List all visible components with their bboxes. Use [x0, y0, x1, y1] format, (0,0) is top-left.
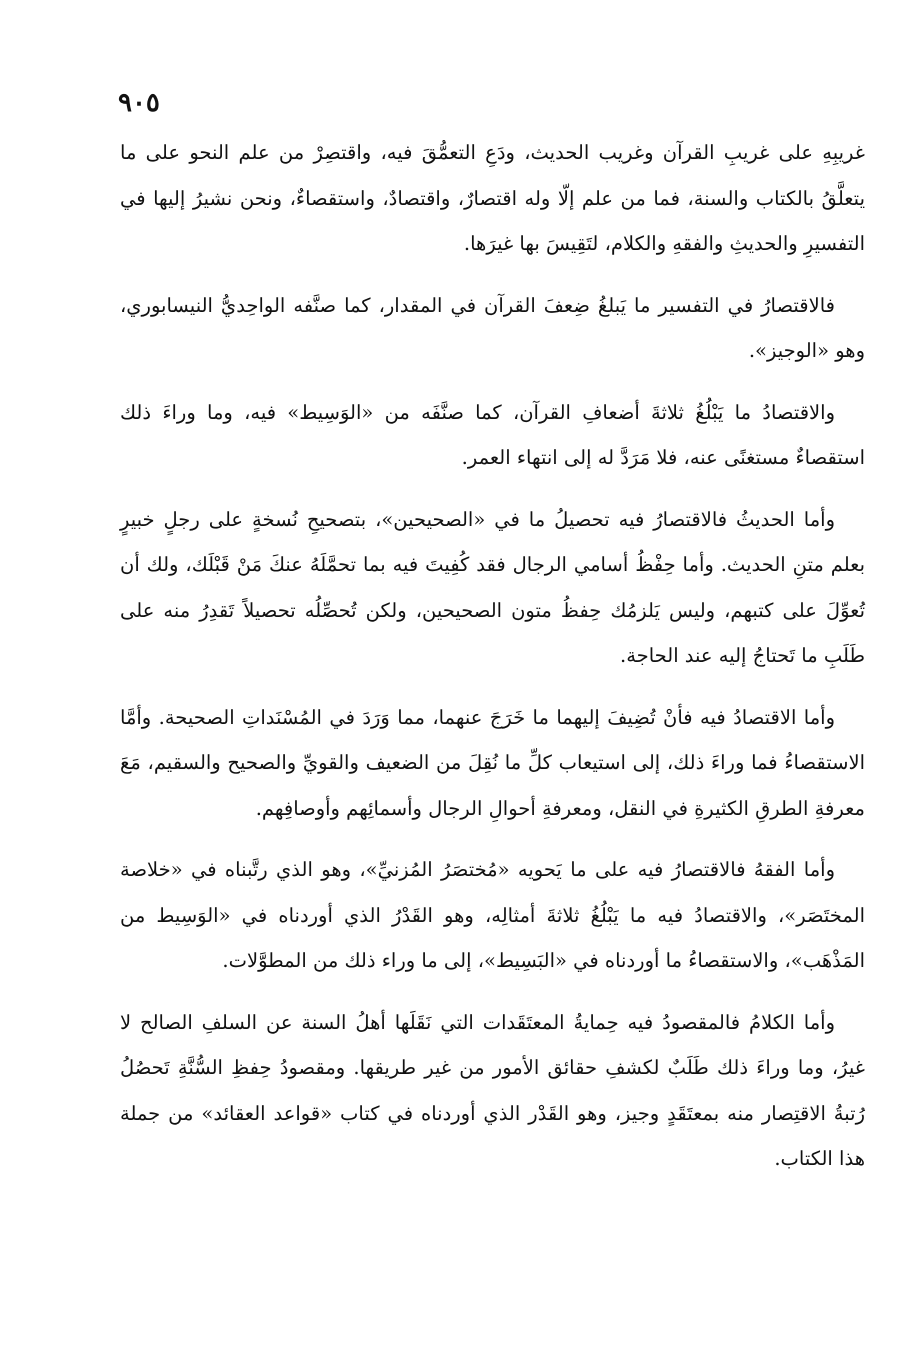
paragraph-5: وأما الاقتصادُ فيه فأنْ تُضِيفَ إليهما ما خَرَجَ عنهما، مما وَرَدَ في المُسْنَداتِ الصحيحة. وأمَّا الاستقصاءُ فما وراءَ ذلك، إلى استيعاب كلِّ ما نُقِلَ من الضعيف والقويِّ والصحيح والسقيم، مَعَ معرفةِ الطرقِ الكثيرةِ في النقل، ومعرفةِ أحوالِ الرجال وأسمائِهم وأوصافِهم. [120, 705, 865, 820]
paragraph-3: والاقتصادُ ما يَبْلُغُ ثلاثةَ أضعافِ القرآن، كما صنَّفَه من «الوَسِيط» فيه، وما وراءَ ذلك استقصاءٌ مستغنًى عنه، فلا مَرَدَّ له إلى انتهاء العمر. [120, 400, 865, 469]
paragraph-7: وأما الكلامُ فالمقصودُ فيه حِمايةُ المعتَقَدات التي نَقَلَها أهلُ السنة عن السلفِ الصالح لا غيرُ، وما وراءَ ذلك طَلَبٌ لكشفِ حقائق الأمور من غير طريقها. ومقصودُ حِفظِ السُّنَّةِ تَحصُلُ رُتبةُ الاقتِصار منه بمعتَقَدٍ وجيز، وهو القَدْر الذي أوردناه في كتاب «قواعد العقائد» من جملة هذا الكتاب. [120, 1010, 865, 1170]
page-number: ٩٠٥ [118, 88, 160, 118]
paragraph-4: وأما الحديثُ فالاقتصارُ فيه تحصيلُ ما في «الصحيحين»، بتصحيحِ نُسخةٍ على رجلٍ خبيرٍ بعلم متنِ الحديث. وأما حِفْظُ أسامي الرجال فقد كُفِيتَ فيه بما تحمَّلَهُ عنكَ مَنْ قَبْلَك، ولك أن تُعوِّلَ على كتبهم، وليس يَلزمُك حِفظُ متون الصحيحين، ولكن تُحصِّلُه تحصيلاً تَقدِرُ منه على طَلَبِ ما تَحتاجُ إليه عند الحاجة. [120, 507, 865, 667]
paragraph-6: وأما الفقهُ فالاقتصارُ فيه على ما يَحويه «مُختصَرُ المُزنيِّ»، وهو الذي رتَّبناه في «خلاصة المختَصَر»، والاقتصادُ فيه ما يَبْلُغُ ثلاثةَ أمثالِه، وهو القَدْرُ الذي أوردناه في «الوَسِيط من المَذْهَب»، والاستقصاءُ ما أوردناه في «البَسِيط»، إلى ما وراء ذلك من المطوَّلات. [120, 858, 865, 972]
paragraph-1: غريبِهِ على غريبِ القرآن وغريب الحديث، ودَعِ التعمُّقَ فيه، واقتصِرْ من علم النحو على ما يتعلَّقُ بالكتاب والسنة، فما من علم إلّا وله اقتصارٌ، واقتصادٌ، واستقصاءٌ، ونحن نشيرُ إليها في التفسيرِ والحديثِ والفقهِ والكلام، لتَقِيسَ بها غيرَها. [120, 141, 865, 255]
paragraph-2: فالاقتصارُ في التفسير ما يَبلغُ ضِعفَ القرآن في المقدار، كما صنَّفه الواحِديُّ النيسابوري، وهو «الوجيز». [120, 293, 865, 362]
body-text [120, 130, 865, 1198]
